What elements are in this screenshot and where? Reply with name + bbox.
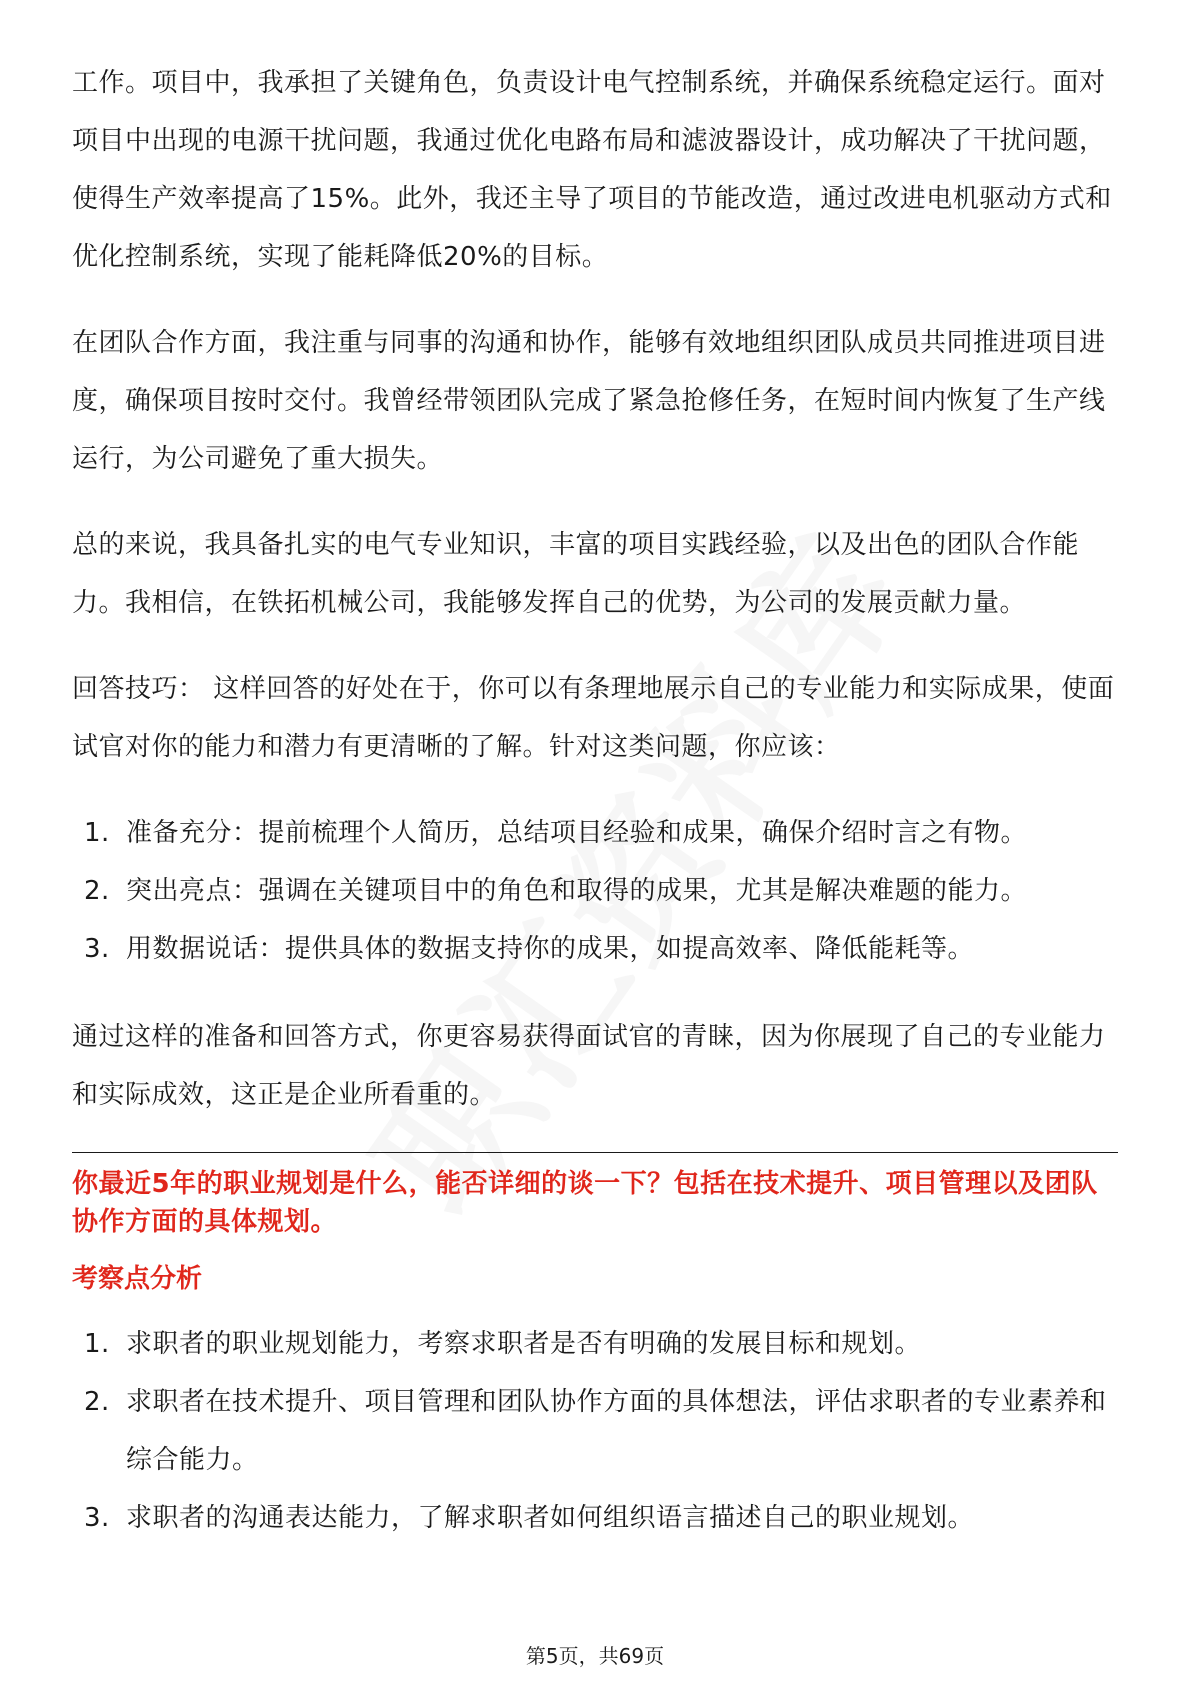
analysis-heading: 考察点分析 (72, 1264, 203, 1294)
list-text: 求职者的沟通表达能力，了解求职者如何组织语言描述自己的职业规划。 (126, 1503, 975, 1533)
list-text: 突出亮点：强调在关键项目中的角色和取得的成果，尤其是解决难题的能力。 (126, 876, 1028, 906)
list-number: 3. (84, 934, 110, 964)
list-text: 求职者在技术提升、项目管理和团队协作方面的具体想法，评估求职者的专业素养和综合能力。 (126, 1387, 1107, 1475)
paragraph-summary: 总的来说，我具备扎实的电气专业知识，丰富的项目实践经验，以及出色的团队合作能力。我相信，在铁拓机械公司，我能够发挥自己的优势，为公司的发展贡献力量。 (72, 530, 1080, 618)
list-item (72, 1489, 1118, 1547)
list-item (72, 1315, 1118, 1373)
document-page (72, 54, 1118, 1577)
paragraph-conclusion: 通过这样的准备和回答方式，你更容易获得面试官的青睐，因为你展现了自己的专业能力和实际成效，这正是企业所看重的。 (72, 1022, 1106, 1110)
page-footer: 第5页，共69页 (525, 1644, 665, 1668)
list-text: 求职者的职业规划能力，考察求职者是否有明确的发展目标和规划。 (126, 1329, 922, 1359)
analysis-list (72, 1315, 1118, 1547)
paragraph-teamwork: 在团队合作方面，我注重与同事的沟通和协作，能够有效地组织团队成员共同推进项目进度，确保项目按时交付。我曾经带领团队完成了紧急抢修任务，在短时间内恢复了生产线运行，为公司避免了重大损失。 (72, 328, 1106, 474)
list-number: 2. (84, 876, 110, 906)
list-item (72, 862, 1118, 920)
list-item (72, 1373, 1118, 1489)
list-item (72, 920, 1118, 978)
list-number: 1. (84, 818, 110, 848)
list-number: 3. (84, 1503, 110, 1533)
tips-list (72, 804, 1118, 978)
list-item (72, 804, 1118, 862)
list-text: 准备充分：提前梳理个人简历，总结项目经验和成果，确保介绍时言之有物。 (126, 818, 1028, 848)
list-text: 用数据说话：提供具体的数据支持你的成果，如提高效率、降低能耗等。 (126, 934, 975, 964)
paragraph-project-experience: 工作。项目中，我承担了关键角色，负责设计电气控制系统，并确保系统稳定运行。面对项目中出现的电源干扰问题，我通过优化电路布局和滤波器设计，成功解决了干扰问题，使得生产效率提高了15%。此外，我还主导了项目的节能改造，通过改进电机驱动方式和优化控制系统，实现了能耗降低20%的目标。 (72, 68, 1112, 272)
interview-question: 你最近5年的职业规划是什么，能否详细的谈一下？包括在技术提升、项目管理以及团队协作方面的具体规划。 (72, 1169, 1098, 1237)
paragraph-answer-tips: 回答技巧： 这样回答的好处在于，你可以有条理地展示自己的专业能力和实际成果，使面试官对你的能力和潜力有更清晰的了解。针对这类问题，你应该： (72, 674, 1115, 762)
list-number: 2. (84, 1387, 110, 1417)
section-divider (72, 1152, 1118, 1153)
list-number: 1. (84, 1329, 110, 1359)
